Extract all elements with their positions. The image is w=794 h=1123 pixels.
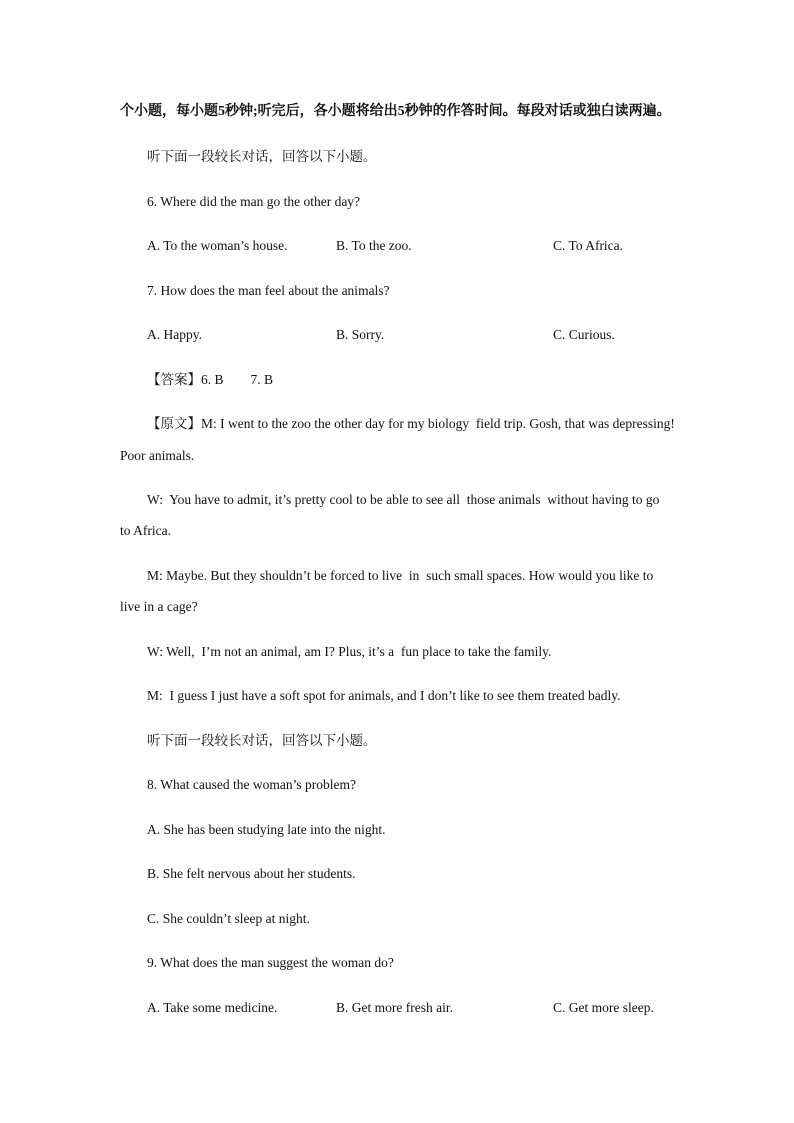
transcript-line-4: W: Well, I’m not an animal, am I? Plus, it’s a fun place to take the family. [147, 644, 552, 659]
transcript-line-1 [147, 415, 675, 433]
question-8: 8. What caused the woman’s problem? [147, 777, 356, 792]
answer-line: 【答案】6. B 7. B [147, 372, 274, 387]
q7-option-b: B. Sorry. [336, 327, 385, 342]
q8-option-a: A. She has been studying late into the night. [147, 822, 386, 837]
intro-line: 个小题，每小题5秒钟;听完后，各小题将给出5秒钟的作答时间。每段对话或独白读两遍。 [120, 104, 671, 119]
transcript-line-1-cont: Poor animals. [120, 448, 195, 463]
section-b-instruction: 听下面一段较长对话，回答以下小题。 [147, 733, 377, 748]
transcript-line-3: M: Maybe. But they shouldn’t be forced to live in such small spaces. How would you like to [147, 568, 654, 583]
question-6: 6. Where did the man go the other day? [147, 194, 361, 209]
transcript-label: 【原文】 [147, 416, 201, 431]
q6-option-c: C. To Africa. [553, 238, 624, 253]
q9-option-a: A. Take some medicine. [147, 1000, 278, 1015]
question-9: 9. What does the man suggest the woman do? [147, 955, 394, 970]
q7-option-c: C. Curious. [553, 327, 615, 342]
transcript-line-2-cont: to Africa. [120, 523, 171, 538]
q7-option-a: A. Happy. [147, 327, 202, 342]
transcript-line-5: M: I guess I just have a soft spot for animals, and I don’t like to see them treated badly. [147, 688, 621, 703]
transcript-line-3-cont: live in a cage? [120, 599, 198, 614]
section-a-instruction: 听下面一段较长对话，回答以下小题。 [147, 149, 377, 164]
transcript-line-1-text: M: I went to the zoo the other day for my biology field trip. Gosh, that was depressing! [201, 416, 675, 431]
q9-option-b: B. Get more fresh air. [336, 1000, 453, 1015]
q6-option-b: B. To the zoo. [336, 238, 412, 253]
q8-option-c: C. She couldn’t sleep at night. [147, 911, 310, 926]
transcript-line-2: W: You have to admit, it’s pretty cool to be able to see all those animals without having to go [147, 492, 660, 507]
q9-option-c: C. Get more sleep. [553, 1000, 654, 1015]
question-7: 7. How does the man feel about the animals? [147, 283, 390, 298]
q8-option-b: B. She felt nervous about her students. [147, 866, 356, 881]
q6-option-a: A. To the woman’s house. [147, 238, 288, 253]
